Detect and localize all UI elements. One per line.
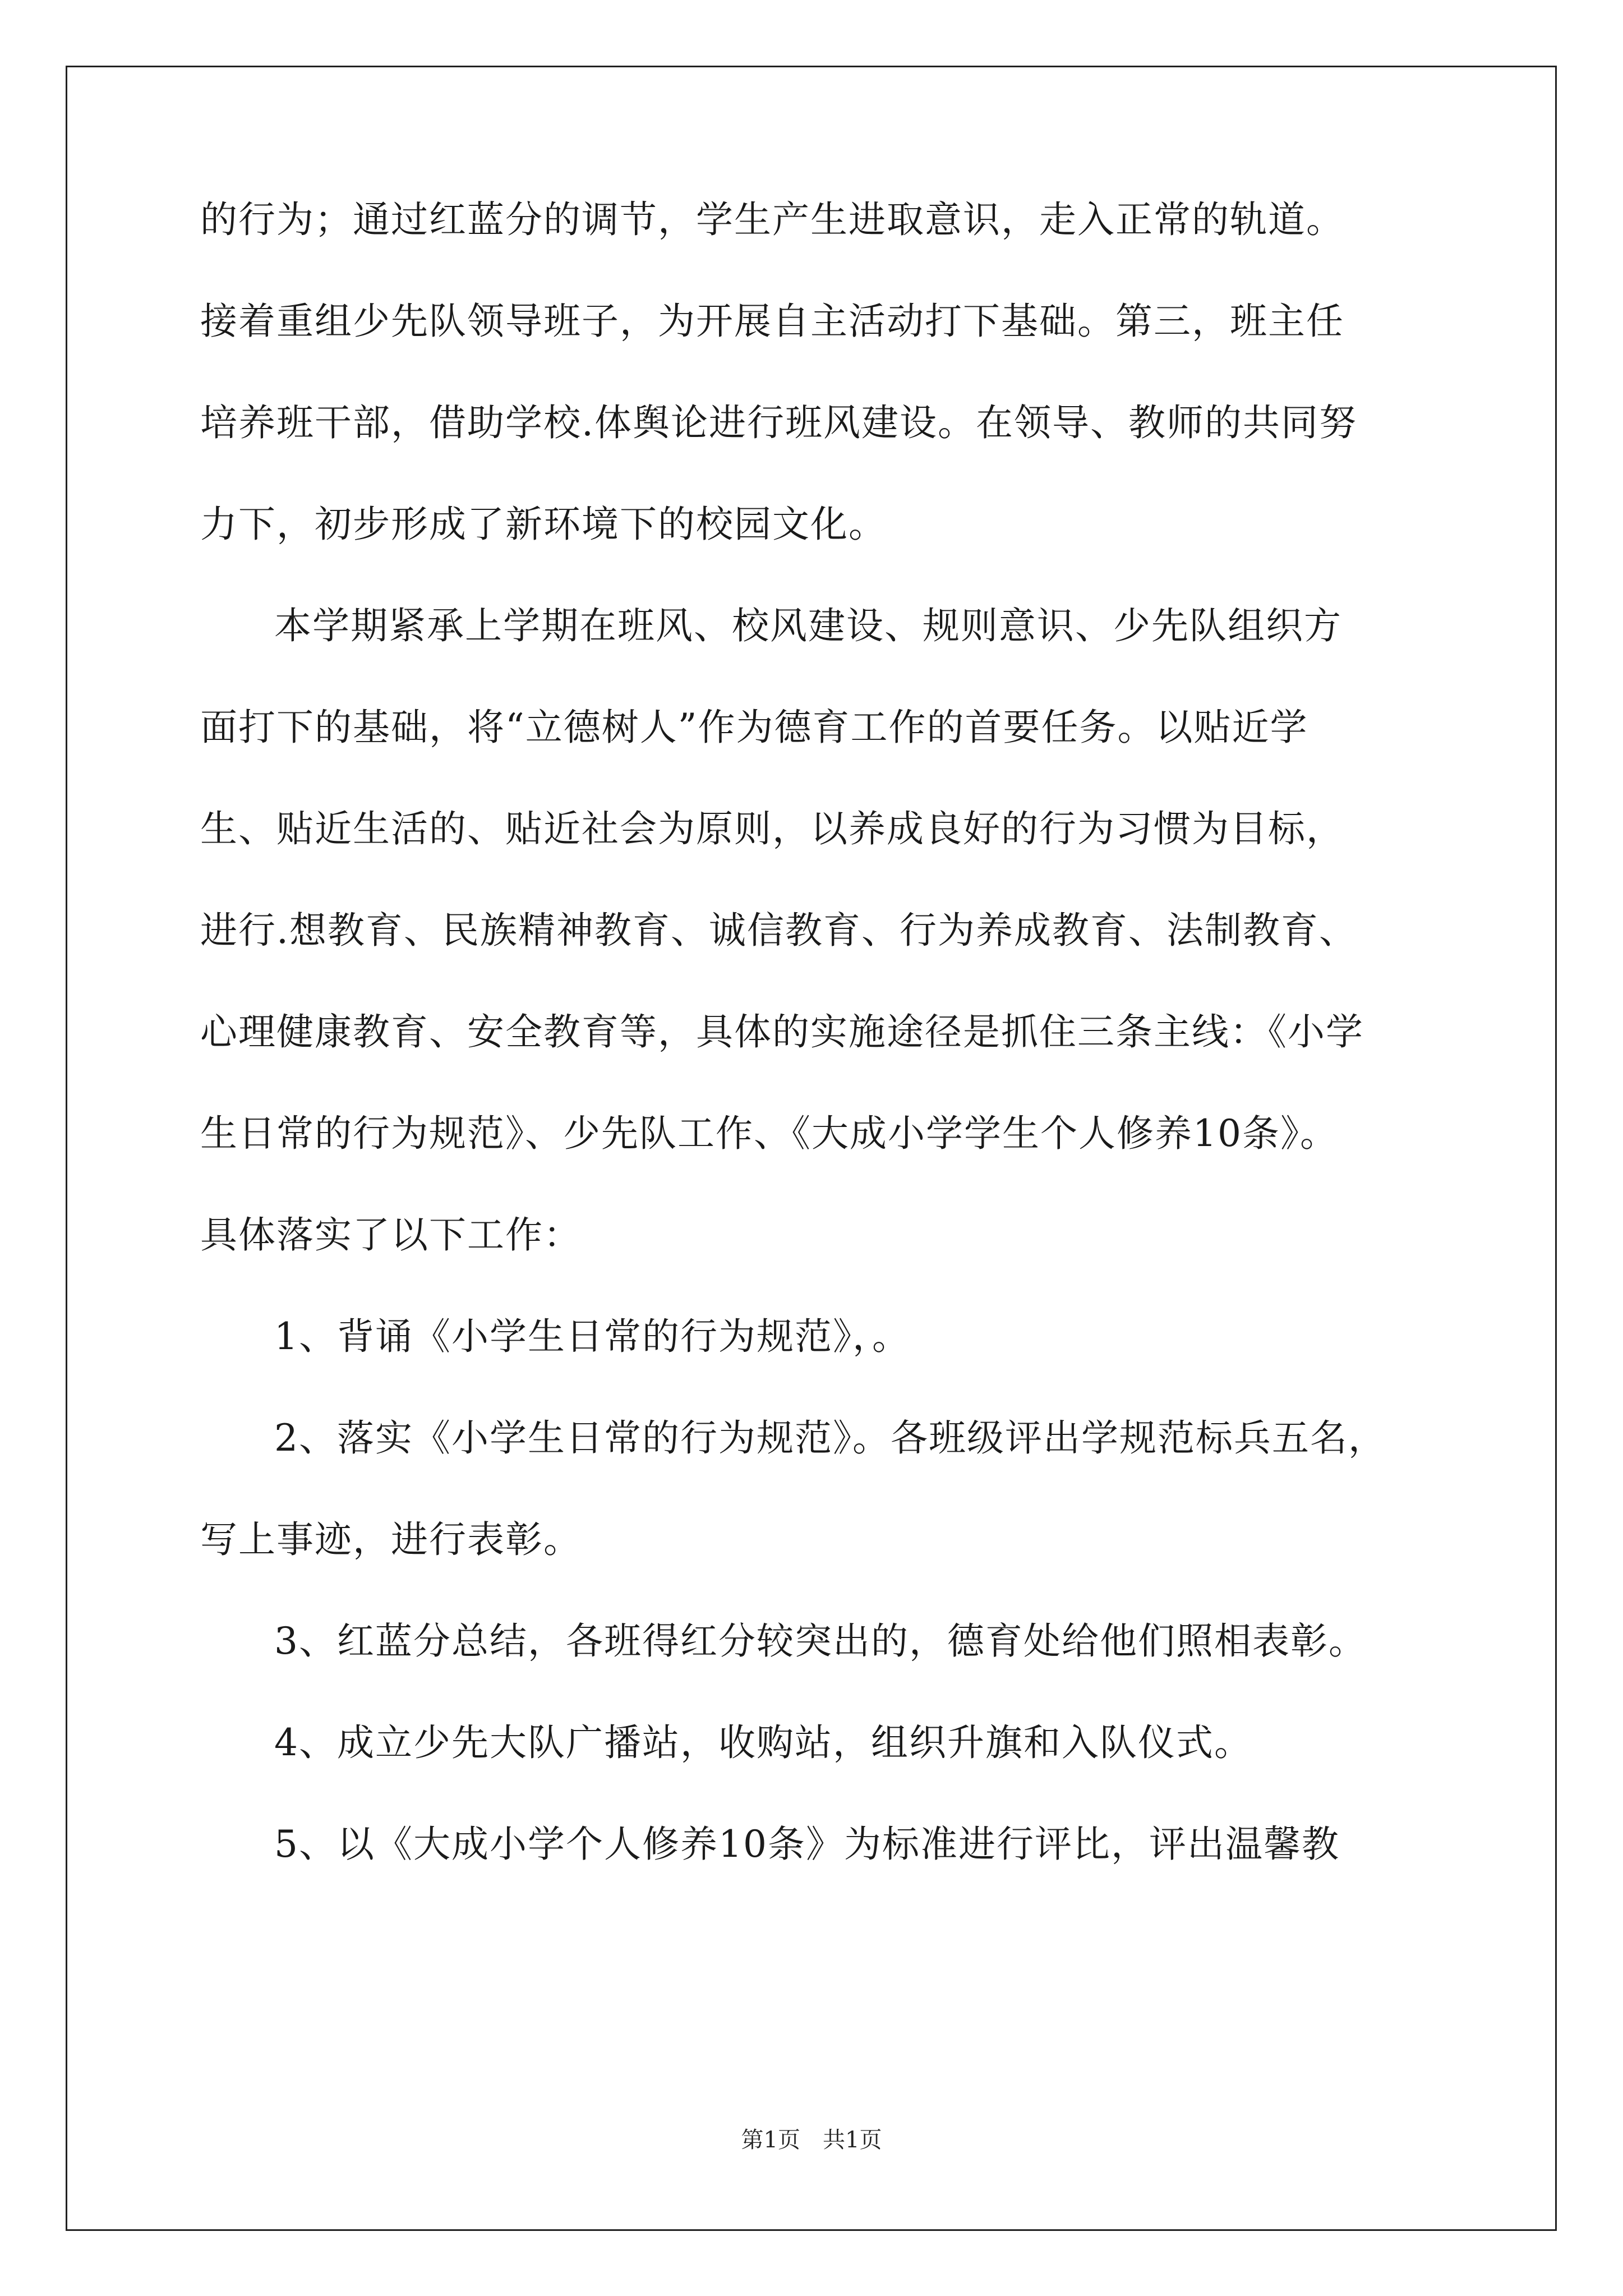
text-line: 力下，初步形成了新环境下的校园文化。 — [200, 503, 887, 546]
list-item-3: 3、红蓝分总结，各班得红分较突出的，德育处给他们照相表彰。 — [274, 1619, 1367, 1663]
text-line: 进行.想教育、民族精神教育、诚信教育、行为养成教育、法制教育、 — [200, 909, 1357, 952]
list-item-4: 4、成立少先大队广播站，收购站，组织升旗和入队仪式。 — [274, 1721, 1252, 1764]
text-line: 生、贴近生活的、贴近社会为原则，以养成良好的行为习惯为目标， — [200, 807, 1344, 850]
page-number-footer: 第1页 共1页 — [741, 2127, 882, 2153]
text-line: 写上事迹，进行表彰。 — [200, 1518, 582, 1561]
text-line: 生日常的行为规范》、少先队工作、《大成小学学生个人修养10条》。 — [200, 1112, 1338, 1155]
text-line: 面打下的基础，将“立德树人”作为德育工作的首要任务。以贴近学 — [200, 706, 1308, 749]
paragraph-start-line: 本学期紧承上学期在班风、校风建设、规则意识、少先队组织方 — [274, 604, 1342, 647]
text-line: 具体落实了以下工作： — [200, 1213, 582, 1257]
text-line: 的行为；通过红蓝分的调节，学生产生进取意识，走入正常的轨道。 — [200, 198, 1344, 241]
text-line: 接着重组少先队领导班子，为开展自主活动打下基础。第三，班主任 — [200, 300, 1344, 343]
text-line: 心理健康教育、安全教育等，具体的实施途径是抓住三条主线：《小学 — [200, 1010, 1364, 1053]
list-item-5: 5、以《大成小学个人修养10条》为标准进行评比，评出温馨教 — [274, 1823, 1340, 1866]
text-line: 培养班干部，借助学校.体舆论进行班风建设。在领导、教师的共同努 — [200, 401, 1357, 444]
list-item-1: 1、背诵《小学生日常的行为规范》，。 — [274, 1315, 910, 1358]
list-item-2: 2、落实《小学生日常的行为规范》。各班级评出学规范标兵五名， — [274, 1416, 1386, 1460]
